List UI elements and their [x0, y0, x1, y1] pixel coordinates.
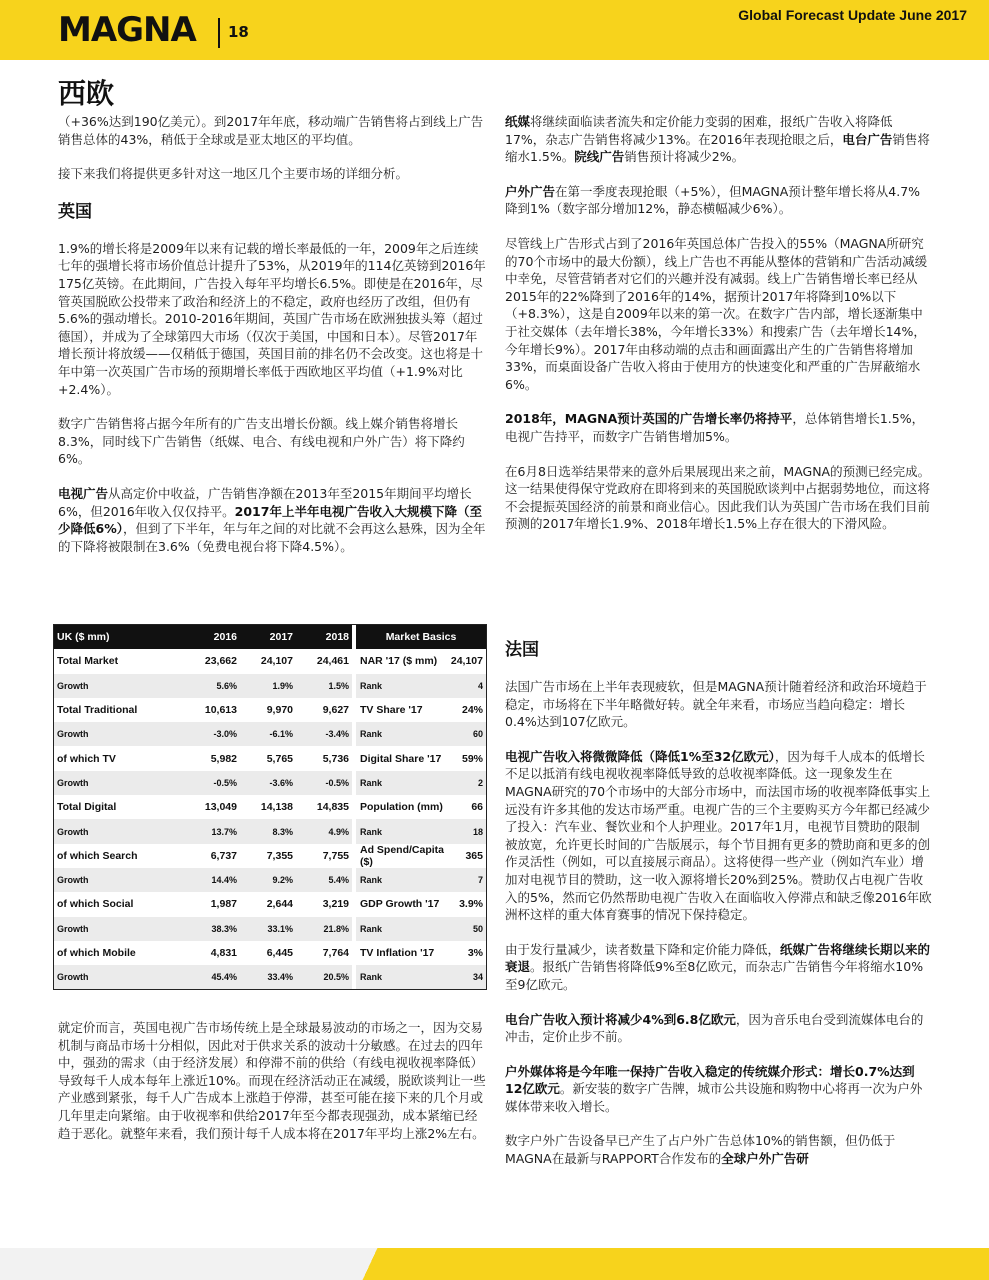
left-column-top [58, 113, 488, 572]
value-2016: 38.3% [182, 917, 240, 941]
bold-text: 纸媒广告将继续长期以来的衰退 [505, 941, 931, 975]
text: ，因为音乐电台受到流媒体电台的冲击，定价止步不前。 [505, 1011, 924, 1045]
text: 。新安装的数字广告牌，城市公共设施和购物中心将再一次为户外媒体带来收入增长。 [505, 1081, 923, 1114]
value-2017: -6.1% [240, 722, 296, 746]
value-2018: 5.4% [296, 868, 352, 892]
paragraph [505, 410, 932, 445]
footer-band [0, 1248, 989, 1280]
text: 从高定价中收益，广告销售净额在2013年至2015年期间平均增长6%，但2016年收入仅仅持平。 [58, 485, 472, 519]
paragraph: 1.9%的增长将是2009年以来有记载的增长率最低的一年，2009年之后连续七年的强增长将市场价值总计提升了53%，从2019年的114亿英镑到2016年175亿英镑。在此期间，广告投入每年平均增长6.5%。即使是在2016年，尽管英国脱欧公投带来了政治和经济上的不稳定，政府也经历了改组，但仍有5.6%的强动增长。2010-2016年期间，英国广告市场在欧洲独拔头筹（超过德国），并成为了全球第四大市场（仅次于美国，中国和日本）。尽管2017年增长预计将放缓——仅稍低于德国，英国目前的排名仍不会改变。这也将是十年中第一次英国广告市场的预期增长率低于西欧地区平均值（+1.9%对比+2.4%）。 [58, 240, 486, 397]
text: 由于发行量减少，读者数量下降和定价能力降低， [505, 941, 781, 957]
text: ，因为每千人成本的低增长不足以抵消有线电视收视率降低导致的总收视率降低。这一现象发生在MAGNA研究的70个市场中的大部分市场中，而法国市场的收视率降低事实上远没有许多其他的发达市场严重。电视广告的三个主要购买方今年都已经减少了投入：汽车业、餐饮业和个人护理业。2017年1月，电视节目赞助的限制被放宽，允许更长时间的广告版展示，每个节目拥有更多的赞助商和更多的创作灵活性（例如，可以直接展示商品）。这将使得一些产业（例如汽车业）增加对电视节目的赞助，这一收入源将增长20%到25%。赞助仅占电视广告收入的5%，然而它仍然帮助电视广告收入在面临收入停滞点和缺乏像2016年欧洲杯这样的重大体育赛事的情况下保持稳定。 [505, 748, 932, 923]
market-basics-value: 50 [448, 917, 486, 941]
paragraph: 法国广告市场在上半年表现疲软，但是MAGNA预计随着经济和政治环境趋于稳定，市场将在下半年略微好转。就全年来看，市场应当趋向稳定：增长0.4%达到107亿欧元。 [505, 679, 927, 730]
market-basics-label: GDP Growth '17 [360, 898, 440, 911]
market-basics-value: 4 [448, 674, 486, 698]
market-basics-label: Population (mm) [360, 801, 443, 814]
market-basics-value: 66 [471, 801, 483, 814]
bold-text: 2018年，MAGNA预计英国的广告增长率仍将持平 [505, 411, 793, 427]
value-2016: -3.0% [182, 722, 240, 746]
market-basics-label: Digital Share '17 [360, 752, 442, 765]
magna-logo: MAGNA [58, 10, 196, 50]
column-header: Market Basics [356, 625, 486, 649]
paragraph [505, 113, 932, 166]
paragraph [505, 183, 932, 218]
text: 销售预计将减少2%。 [624, 149, 745, 165]
row-label: Growth [54, 819, 182, 843]
table-row [54, 746, 486, 770]
value-2017: -3.6% [240, 771, 296, 795]
row-label: of which Social [57, 898, 134, 911]
row-label: Growth [54, 868, 182, 892]
table-row [54, 795, 486, 819]
bold-text: 电台广告 [842, 131, 893, 147]
value-2018: 21.8% [296, 917, 352, 941]
right-column [505, 113, 932, 550]
value-2018: 5,736 [322, 752, 349, 765]
column-header: 2018 [296, 625, 352, 649]
text: 销售将缩水1.5%。 [505, 131, 930, 165]
uk-market-table [53, 624, 487, 990]
page-number-divider [218, 18, 220, 48]
market-basics-value: 59% [461, 752, 483, 765]
table-row [54, 771, 486, 795]
paragraph [505, 1132, 932, 1167]
bold-text: 全球户外广告研 [721, 1151, 809, 1167]
value-2018: 9,627 [322, 704, 349, 717]
bold-text: 电台广告收入预计将减少4%到6.8亿欧元 [505, 1011, 736, 1027]
value-2017: 24,107 [260, 655, 293, 668]
value-2017: 9,970 [266, 704, 293, 717]
paragraph: 就定价而言，英国电视广告市场传统上是全球最易波动的市场之一，因为交易机制与商品市场十分相似，因此对于供求关系的波动十分敏感。在过去的四年中，强劲的需求（由于经济发展）和停滞不前的供给（有线电视收视率降低）导致每千人成本每年上涨近10%。而现在经济活动正在减缓，脱欧谈判让一些产业感到紧张，每千人广告成本上涨趋于停滞，甚至可能在接下来的几个月或几年里走向紧缩。由于收视率和供给2017年至今都表现强劲，成本紧缩已经趋于恶化。就整年来看，我们预计每千人成本将在2017年平均上涨2%左右。 [58, 1020, 486, 1141]
right-column-france [505, 638, 932, 1185]
uk-heading: 英国 [58, 201, 92, 222]
market-basics-value: 18 [448, 819, 486, 843]
paragraph: 接下来我们将提供更多针对这一地区几个主要市场的详细分析。 [58, 166, 409, 182]
france-heading: 法国 [505, 640, 539, 660]
row-label: Total Digital [57, 801, 117, 814]
paragraph: 在6月8日选举结果带来的意外后果展现出来之前，MAGNA的预测已经完成。这一结果使得保守党政府在即将到来的英国脱欧谈判中占据弱势地位，而这将不会提振英国经济的前景和商业信心。因此我们认为英国广告市场在我们目前预测的2017年增长1.9%、2018年增长1.5%上存在很大的下滑风险。 [505, 463, 931, 532]
table-row [54, 674, 486, 698]
data-table [54, 625, 486, 989]
bold-text: 电视广告收入将微微降低（降低1%至32亿欧元） [505, 748, 775, 764]
page-number: 18 [228, 23, 249, 41]
market-basics-value: 60 [448, 722, 486, 746]
table-row [54, 819, 486, 843]
value-2017: 2,644 [266, 898, 293, 911]
value-2018: 14,835 [316, 801, 349, 814]
market-basics-value: 365 [465, 849, 483, 862]
text: ，但到了下半年，年与年之间的对比就不会再这么悬殊，因为全年的下降将被限制在3.6%（免费电视台将下降4.5%）。 [58, 521, 486, 554]
column-header: 2016 [182, 625, 240, 649]
table-row [54, 649, 486, 673]
value-2016: 13.7% [182, 819, 240, 843]
table-row [54, 722, 486, 746]
value-2018: 7,755 [322, 849, 349, 862]
market-basics-value: 34 [448, 965, 486, 989]
value-2017: 8.3% [240, 819, 296, 843]
value-2016: 4,831 [210, 947, 237, 959]
market-basics-label: NAR '17 ($ mm) [360, 655, 438, 668]
text: 将继续面临读者流失和定价能力变弱的困难，报纸广告收入将降低17%，杂志广告销售将减少13%。在2016年表现抢眼之后， [505, 114, 893, 147]
market-basics-label: Rank [356, 868, 448, 892]
value-2017: 9.2% [240, 868, 296, 892]
row-label: of which Search [57, 849, 138, 862]
value-2018: 3,219 [322, 898, 349, 911]
value-2016: 13,049 [204, 801, 237, 814]
value-2016: 1,987 [210, 898, 237, 911]
document-title: Global Forecast Update June 2017 [738, 7, 967, 23]
value-2017: 1.9% [240, 674, 296, 698]
column-header: 2017 [240, 625, 296, 649]
text: 数字户外广告设备早已产生了占户外广告总体10%的销售额，但仍低于MAGNA在最新与RAPPORT合作发布的 [505, 1133, 896, 1167]
market-basics-label: TV Inflation '17 [360, 947, 435, 959]
market-basics-value: 24% [461, 704, 483, 717]
row-label: of which Mobile [57, 947, 136, 959]
market-basics-label: Rank [356, 917, 448, 941]
row-label: Growth [54, 771, 182, 795]
value-2016: -0.5% [182, 771, 240, 795]
bold-text: 院线广告 [574, 149, 625, 165]
market-basics-label: Rank [356, 722, 448, 746]
market-basics-label: Rank [356, 965, 448, 989]
table-row [54, 965, 486, 989]
paragraph: （+36%达到190亿美元）。到2017年年底，移动端广告销售将占到线上广告销售总体的43%，稍低于全球或是亚太地区的平均值。 [58, 114, 484, 147]
paragraph [58, 485, 488, 555]
paragraph: 尽管线上广告形式占到了2016年英国总体广告投入的55%（MAGNA所研究的70个市场中的最大份额），线上广告也不再能从整体的营销和广告活动减缓中幸免，尽管营销者对它们的兴趣并没有减弱。线上广告销售增长率已经从2015年的22%降到了2016年的14%，据预计2017年将降到10%以下（+8.3%），这是自2009年以来的第一次。在数字广告内部，增长逐渐集中于社交媒体（去年增长38%，今年增长33%）和搜索广告（去年增长14%，今年增长9%）。2017年由移动端的点击和画面露出产生的广告销售将增加33%，而桌面设备广告收入将由于使用方的快速变化和严重的广告屏蔽缩水6%。 [505, 235, 928, 392]
table-header-row [54, 625, 486, 649]
value-2017: 6,445 [266, 947, 293, 959]
value-2017: 14,138 [260, 801, 293, 814]
bold-text: 户外广告 [505, 183, 556, 199]
left-column-bottom [58, 1019, 488, 1159]
row-label: Total Market [57, 655, 119, 668]
value-2018: 24,461 [316, 655, 349, 668]
paragraph: 数字广告销售将占据今年所有的广告支出增长份额。线上媒介销售将增长8.3%，同时线下广告销售（纸媒、电合、有线电视和户外广告）将下降约6%。 [58, 416, 465, 467]
text: ，总体销售增长1.5%，电视广告持平，而数字广告销售增加5%。 [505, 411, 925, 444]
paragraph [505, 941, 932, 994]
market-basics-value: 7 [448, 868, 486, 892]
value-2018: -3.4% [296, 722, 352, 746]
value-2016: 23,662 [204, 655, 237, 668]
market-basics-value: 2 [448, 771, 486, 795]
value-2016: 5,982 [210, 752, 237, 765]
bold-text: 户外媒体将是今年唯一保持广告收入稳定的传统媒介形式：增长0.7%达到12亿欧元 [505, 1063, 915, 1097]
bold-text: 2017年上半年电视广告收入大规模下降（至少降低6%） [58, 503, 482, 537]
value-2016: 5.6% [182, 674, 240, 698]
table-row [54, 844, 486, 868]
column-header: UK ($ mm) [54, 625, 182, 649]
bold-text: 纸媒 [505, 114, 531, 129]
text: 在第一季度表现抢眼（+5%），但MAGNA预计整年增长将从4.7%降到1%（数字部分增加12%，静态横幅减少6%）。 [505, 183, 921, 217]
row-label: Growth [54, 917, 182, 941]
market-basics-value: 3.9% [459, 898, 483, 911]
market-basics-value: 24,107 [450, 655, 483, 668]
table-row [54, 868, 486, 892]
market-basics-label: Rank [356, 771, 448, 795]
section-title: 西欧 [58, 77, 115, 110]
row-label: Total Traditional [57, 704, 138, 717]
market-basics-label: Ad Spend/Capita ($) [360, 843, 445, 868]
value-2018: 7,764 [322, 947, 349, 959]
table-row [54, 917, 486, 941]
bold-text: 电视广告 [58, 485, 109, 501]
value-2016: 14.4% [182, 868, 240, 892]
value-2018: 1.5% [296, 674, 352, 698]
market-basics-value: 3% [467, 947, 483, 959]
table-row [54, 941, 486, 965]
market-basics-label: Rank [356, 674, 448, 698]
row-label: Growth [54, 674, 182, 698]
market-basics-label: TV Share '17 [360, 704, 423, 717]
value-2016: 45.4% [182, 965, 240, 989]
value-2017: 33.4% [240, 965, 296, 989]
market-basics-label: Rank [356, 819, 448, 843]
value-2018: -0.5% [296, 771, 352, 795]
value-2018: 4.9% [296, 819, 352, 843]
table-row [54, 892, 486, 916]
paragraph [505, 1011, 932, 1046]
value-2016: 10,613 [204, 704, 237, 717]
value-2016: 6,737 [210, 849, 237, 862]
value-2017: 33.1% [240, 917, 296, 941]
paragraph [505, 748, 932, 924]
table-row [54, 698, 486, 722]
row-label: Growth [54, 722, 182, 746]
value-2017: 7,355 [266, 849, 293, 862]
text: 。报纸广告销售将降低9%至8亿欧元，而杂志广告销售今年将缩水10%至9亿欧元。 [505, 959, 924, 992]
row-label: of which TV [57, 752, 116, 765]
row-label: Growth [54, 965, 182, 989]
value-2017: 5,765 [266, 752, 293, 765]
paragraph [505, 1063, 932, 1116]
value-2018: 20.5% [296, 965, 352, 989]
